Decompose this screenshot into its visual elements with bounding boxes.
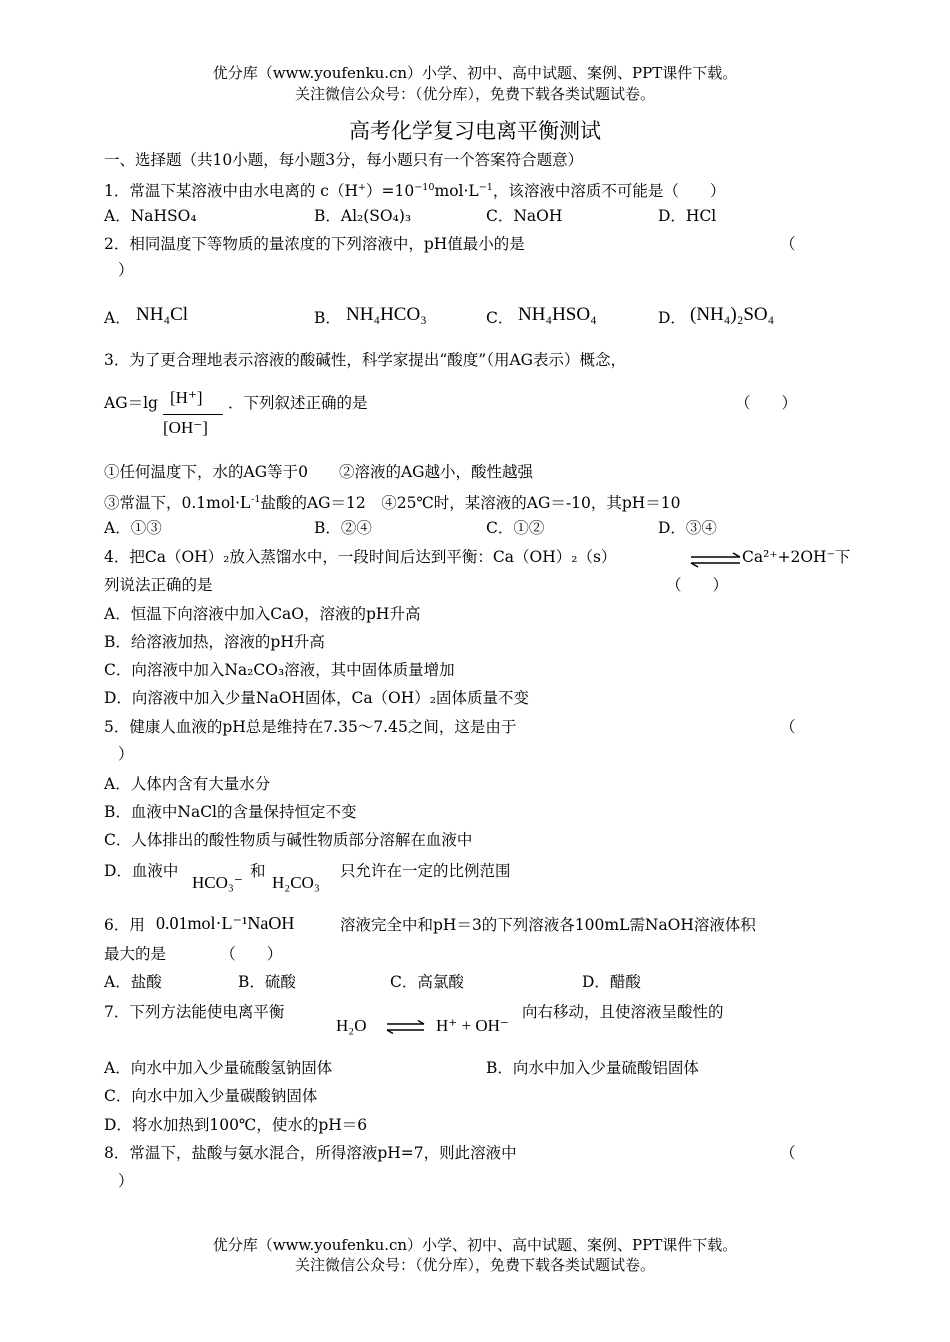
q2-paren-open: （	[780, 235, 796, 253]
question-2-stem: 2．相同温度下等物质的量浓度的下列溶液中，pH值最小的是	[104, 235, 525, 253]
q3-paren: （ ）	[735, 394, 798, 412]
question-8-stem: 8．常温下，盐酸与氨水混合，所得溶液pH=7，则此溶液中	[104, 1144, 517, 1162]
q1-stem-part: ）=10	[366, 182, 415, 201]
q1-stem-part: 1．常温下某溶液中由水电离的 c（H	[104, 182, 358, 201]
q5-option-d-mid: 和	[250, 862, 266, 880]
question-4-stem-c: 列说法正确的是	[104, 576, 213, 594]
q5-option-d-a[interactable]: D．血液中	[104, 862, 179, 880]
question-7-stem-b: 向右移动，且使溶液呈酸性的	[522, 1003, 724, 1021]
equilibrium-arrow-icon	[386, 1020, 426, 1034]
q1-sup-exp: −1	[478, 182, 493, 193]
q2-option-d-label[interactable]: D．	[658, 309, 686, 327]
q4-option-b[interactable]: B．给溶液加热，溶液的pH升高	[104, 633, 325, 651]
question-7-stem-a: 7．下列方法能使电离平衡	[104, 1003, 285, 1021]
q6-option-d[interactable]: D．醋酸	[582, 973, 641, 991]
q3-option-b[interactable]: B．②④	[314, 519, 372, 537]
q6-option-a[interactable]: A．盐酸	[104, 973, 162, 991]
q2-option-a-formula: NH₄Cl	[136, 304, 189, 325]
q3-statements-1-2: ①任何温度下，水的AG等于0 ②溶液的AG越小，酸性越强	[104, 463, 534, 481]
q3-option-c[interactable]: C．①②	[486, 519, 545, 537]
footer-line-1: 优分库（www.youfenku.cn）小学、初中、高中试题、案例、PPT课件下载。	[212, 1236, 738, 1254]
question-4-stem-a: 4．把Ca（OH）₂放入蒸馏水中，一段时间后达到平衡：Ca（OH）₂（s）	[104, 548, 617, 566]
question-3-stem: 3．为了更合理地表示溶液的酸碱性，科学家提出“酸度”（用AG表示）概念，	[104, 351, 627, 369]
q7-eq-left: H₂O	[336, 1016, 367, 1035]
q7-option-c[interactable]: C．向水中加入少量碳酸钠固体	[104, 1087, 318, 1105]
q4-option-c[interactable]: C．向溶液中加入Na₂CO₃溶液，其中固体质量增加	[104, 661, 455, 679]
q2-option-a-label[interactable]: A．	[104, 309, 131, 327]
header-line-2: 关注微信公众号：（优分库），免费下载各类试题试卷。	[294, 85, 655, 103]
footer-line-2: 关注微信公众号：（优分库），免费下载各类试题试卷。	[294, 1256, 655, 1274]
q3-s3-part: 盐酸的AG＝12 ④25℃时，某溶液的AG＝-10，其pH＝10	[260, 494, 681, 513]
q3-s3-sup: -1	[251, 494, 261, 505]
q5-option-d-b: 只允许在一定的比例范围	[340, 862, 511, 880]
question-1-stem	[104, 178, 725, 201]
q5-paren-open: （	[780, 718, 796, 736]
question-6-label: 6．用	[104, 916, 145, 934]
q3-s3-unit: L	[240, 492, 252, 513]
q2-option-d-formula: (NH₄)₂SO₄	[690, 304, 775, 325]
q1-option-a[interactable]: A．NaHSO₄	[104, 207, 197, 225]
q3-fraction-bar	[163, 414, 223, 415]
q3-ag-prefix: AG＝lg	[104, 394, 158, 412]
q6-formula: 0.01mol·L⁻¹NaOH	[156, 913, 295, 933]
q2-option-b-label[interactable]: B．	[314, 309, 341, 327]
q1-stem-part: ，该溶液中溶质不可能是（ ）	[492, 182, 726, 201]
q3-ag-suffix: ．下列叙述正确的是	[228, 394, 368, 412]
q1-option-d[interactable]: D．HCl	[658, 207, 717, 225]
q3-denominator: [OH⁻]	[163, 418, 208, 437]
section-heading: 一、选择题（共10小题，每小题3分，每小题只有一个答案符合题意）	[104, 151, 584, 169]
q4-paren: （ ）	[666, 576, 729, 594]
q8-paren-open: （	[780, 1144, 796, 1162]
q2-option-c-formula: NH₄HSO₄	[518, 304, 597, 325]
q5-option-a[interactable]: A．人体内含有大量水分	[104, 775, 271, 793]
q3-s3-part: ③常温下，0.1mol·	[104, 494, 241, 513]
q1-option-b[interactable]: B．Al₂(SO₄)₃	[314, 207, 412, 225]
q3-statements-3-4	[104, 490, 681, 513]
q7-option-d[interactable]: D．将水加热到100℃，使水的pH＝6	[104, 1116, 368, 1134]
q1-stem-part: mol·L	[434, 182, 479, 201]
q7-eq-right: H⁺ + OH⁻	[436, 1016, 509, 1035]
q3-option-d[interactable]: D．③④	[658, 519, 717, 537]
q5-paren-close: ）	[118, 745, 134, 763]
q2-paren-close: ）	[118, 261, 134, 279]
q5-formula-bicarbonate: HCO₃⁻	[192, 873, 243, 892]
q5-option-b[interactable]: B．血液中NaCl的含量保持恒定不变	[104, 803, 357, 821]
question-4-stem-b: Ca²⁺+2OH⁻下	[742, 548, 851, 566]
equilibrium-arrow-icon	[690, 552, 742, 568]
q4-option-a[interactable]: A．恒温下向溶液中加入CaO，溶液的pH升高	[104, 605, 421, 623]
question-5-stem: 5．健康人血液的pH总是维持在7.35～7.45之间，这是由于	[104, 718, 517, 736]
q3-option-a[interactable]: A．①③	[104, 519, 162, 537]
header-line-1: 优分库（www.youfenku.cn）小学、初中、高中试题、案例、PPT课件下载。	[212, 64, 738, 82]
question-6-stem-2: 最大的是 （ ）	[104, 945, 283, 963]
q5-option-c[interactable]: C．人体排出的酸性物质与碱性物质部分溶解在血液中	[104, 831, 473, 849]
q3-numerator: [H⁺]	[170, 388, 203, 407]
q8-paren-close: ）	[118, 1172, 134, 1190]
q1-sup-exp: −10	[414, 182, 435, 193]
q7-option-a[interactable]: A．向水中加入少量硫酸氢钠固体	[104, 1059, 333, 1077]
q7-option-b[interactable]: B．向水中加入少量硫酸铝固体	[486, 1059, 699, 1077]
q2-option-b-formula: NH₄HCO₃	[346, 304, 427, 325]
page-title: 高考化学复习电离平衡测试	[349, 119, 601, 143]
q5-formula-carbonic-acid: H₂CO₃	[272, 873, 320, 892]
q4-option-d[interactable]: D．向溶液中加入少量NaOH固体，Ca（OH）₂固体质量不变	[104, 689, 529, 707]
q2-option-c-label[interactable]: C．	[486, 309, 514, 327]
q1-sup-plus: +	[358, 182, 367, 193]
q1-option-c[interactable]: C．NaOH	[486, 207, 563, 225]
question-6-stem: 溶液完全中和pH＝3的下列溶液各100mL需NaOH溶液体积	[340, 916, 756, 934]
q6-option-c[interactable]: C．高氯酸	[390, 973, 464, 991]
q6-option-b[interactable]: B．硫酸	[238, 973, 296, 991]
